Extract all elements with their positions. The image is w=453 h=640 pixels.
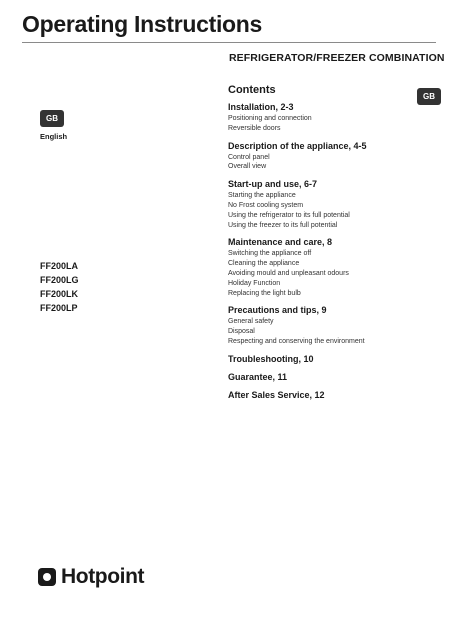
toc-section-precautions [228, 305, 438, 346]
toc-subitem: Respecting and conserving the environment [228, 337, 365, 345]
toc-subitem: Switching the appliance off [228, 250, 312, 258]
toc-subitem: Starting the appliance [228, 192, 296, 200]
page-title: Operating Instructions [22, 11, 263, 37]
toc-subitem: Cleaning the appliance [228, 260, 300, 268]
model-item: FF200LP [40, 303, 78, 313]
model-item: FF200LG [40, 275, 79, 285]
page-subtitle: REFRIGERATOR/FREEZER COMBINATION [229, 52, 445, 64]
language-badge: GB [40, 110, 64, 127]
toc-section-title: Troubleshooting, 10 [228, 353, 314, 364]
toc-subitem: Control panel [228, 153, 270, 161]
brand-logo-text: Hotpoint [61, 565, 145, 588]
toc-subitem: General safety [228, 318, 274, 326]
toc-subitem-list [228, 114, 438, 134]
toc-subitem-list [228, 191, 438, 230]
toc-section-title: Installation, 2-3 [228, 102, 294, 112]
toc-subitem: Using the freezer to its full potential [228, 221, 338, 229]
toc-subitem: Overall view [228, 163, 267, 171]
contents-heading: Contents [228, 84, 276, 96]
hotpoint-logo-icon [38, 568, 56, 586]
language-label: English [40, 132, 68, 141]
toc-section-startup [228, 179, 438, 230]
toc-section-title: Maintenance and care, 8 [228, 237, 333, 248]
toc-section-title: After Sales Service, 12 [228, 389, 325, 400]
model-list [40, 259, 79, 315]
brand-logo [38, 566, 144, 588]
toc-section-maintenance [228, 237, 438, 298]
toc-section-after-sales [228, 390, 438, 401]
toc-subitem: No Frost cooling system [228, 201, 304, 209]
toc-section-title: Guarantee, 11 [228, 371, 288, 382]
toc-subitem-list [228, 317, 438, 346]
toc-subitem: Positioning and connection [228, 115, 312, 122]
language-side-tab: GB [417, 88, 441, 105]
toc-subitem-list [228, 153, 438, 173]
title-divider [22, 42, 436, 43]
toc-section-description [228, 141, 438, 173]
toc-section-title: Precautions and tips, 9 [228, 305, 327, 316]
model-item: FF200LK [40, 289, 79, 299]
toc-section-troubleshooting [228, 354, 438, 365]
toc-section-guarantee [228, 372, 438, 383]
toc-subitem: Replacing the light bulb [228, 289, 301, 297]
toc-subitem: Holiday Function [228, 279, 281, 287]
toc-section-title: Start-up and use, 6-7 [228, 179, 318, 190]
toc-section-installation [228, 102, 438, 134]
contents-section [228, 84, 438, 408]
toc-subitem: Using the refrigerator to its full potential [228, 211, 350, 219]
toc-subitem-list [228, 249, 438, 298]
toc-section-title: Description of the appliance, 4-5 [228, 140, 367, 151]
toc-subitem: Disposal [228, 328, 255, 336]
toc-subitem: Avoiding mould and unpleasant odours [228, 269, 349, 277]
model-item: FF200LA [40, 261, 79, 271]
toc-subitem: Reversible doors [228, 124, 281, 132]
